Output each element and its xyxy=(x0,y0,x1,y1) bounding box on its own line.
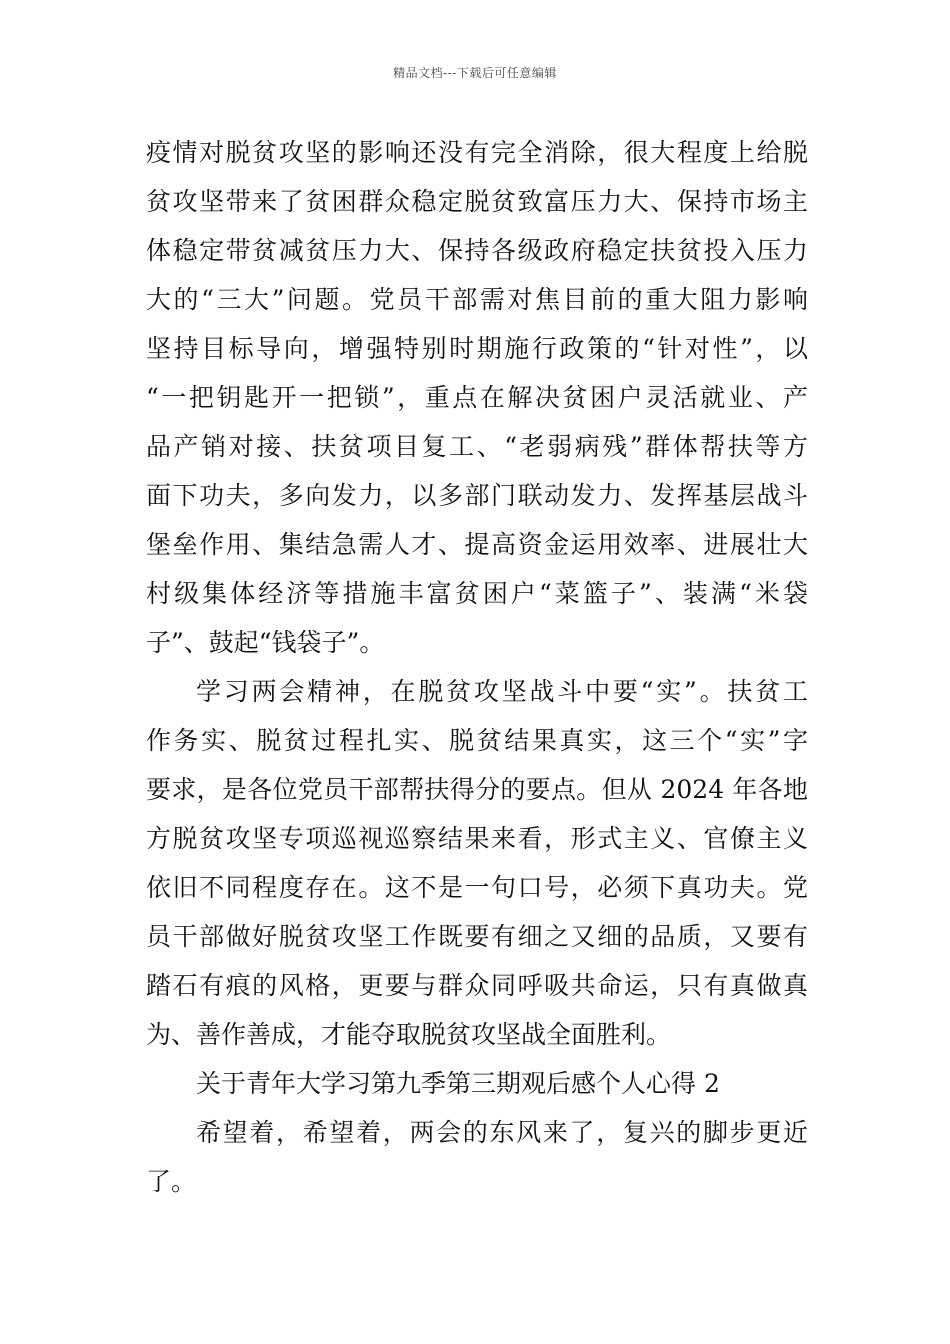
paragraph-line: 疫情对脱贫攻坚的影响还没有完全消除，很大程度上给脱 xyxy=(146,138,808,167)
paragraph-line: 依旧不同程度存在。这不是一句口号，必须下真功夫。党 xyxy=(146,873,808,902)
page-header: 精品文档---下载后可任意编辑 xyxy=(393,66,557,80)
section-heading xyxy=(146,1059,808,1108)
paragraph-line: 要求，是各位党员干部帮扶得分的要点。但从 2024 年各地 xyxy=(146,775,808,804)
paragraph xyxy=(146,667,808,1059)
paragraph-line: 面下功夫，多向发力，以多部门联动发力、发挥基层战斗 xyxy=(146,481,808,510)
paragraph-line: 员干部做好脱贫攻坚工作既要有细之又细的品质，又要有 xyxy=(146,922,808,951)
paragraph-line: 学习两会精神，在脱贫攻坚战斗中要“实”。扶贫工 xyxy=(196,677,808,706)
paragraph-line: 了。 xyxy=(146,1167,197,1196)
paragraph xyxy=(146,128,808,667)
paragraph-line: “一把钥匙开一把锁”，重点在解决贫困户灵活就业、产 xyxy=(146,383,808,412)
section-heading-text: 关于青年大学习第九季第三期观后感个人心得 2 xyxy=(196,1069,720,1098)
paragraph-line: 体稳定带贫减贫压力大、保持各级政府稳定扶贫投入压力 xyxy=(146,236,808,265)
paragraph-line: 踏石有痕的风格，更要与群众同呼吸共命运，只有真做真 xyxy=(146,971,808,1000)
paragraph-line: 贫攻坚带来了贫困群众稳定脱贫致富压力大、保持市场主 xyxy=(146,187,808,216)
paragraph-line: 品产销对接、扶贫项目复工、“老弱病残”群体帮扶等方 xyxy=(146,432,808,461)
paragraph-line: 村级集体经济等措施丰富贫困户“菜篮子”、装满“米袋 xyxy=(146,579,808,608)
paragraph-line: 作务实、脱贫过程扎实、脱贫结果真实，这三个“实”字 xyxy=(146,726,808,755)
paragraph-line: 希望着，希望着，两会的东风来了，复兴的脚步更近 xyxy=(196,1118,808,1147)
paragraph xyxy=(146,1108,808,1206)
paragraph-line: 大的“三大”问题。党员干部需对焦目前的重大阻力影响 xyxy=(146,285,808,314)
paragraph-line: 为、善作善成，才能夺取脱贫攻坚战全面胜利。 xyxy=(146,1020,672,1049)
paragraph-line: 堡垒作用、集结急需人才、提高资金运用效率、进展壮大 xyxy=(146,530,808,559)
paragraph-line: 坚持目标导向，增强特别时期施行政策的“针对性”，以 xyxy=(146,334,808,363)
paragraph-line: 子”、鼓起“钱袋子”。 xyxy=(146,628,385,657)
document-body xyxy=(146,128,808,1206)
paragraph-line: 方脱贫攻坚专项巡视巡察结果来看，形式主义、官僚主义 xyxy=(146,824,808,853)
